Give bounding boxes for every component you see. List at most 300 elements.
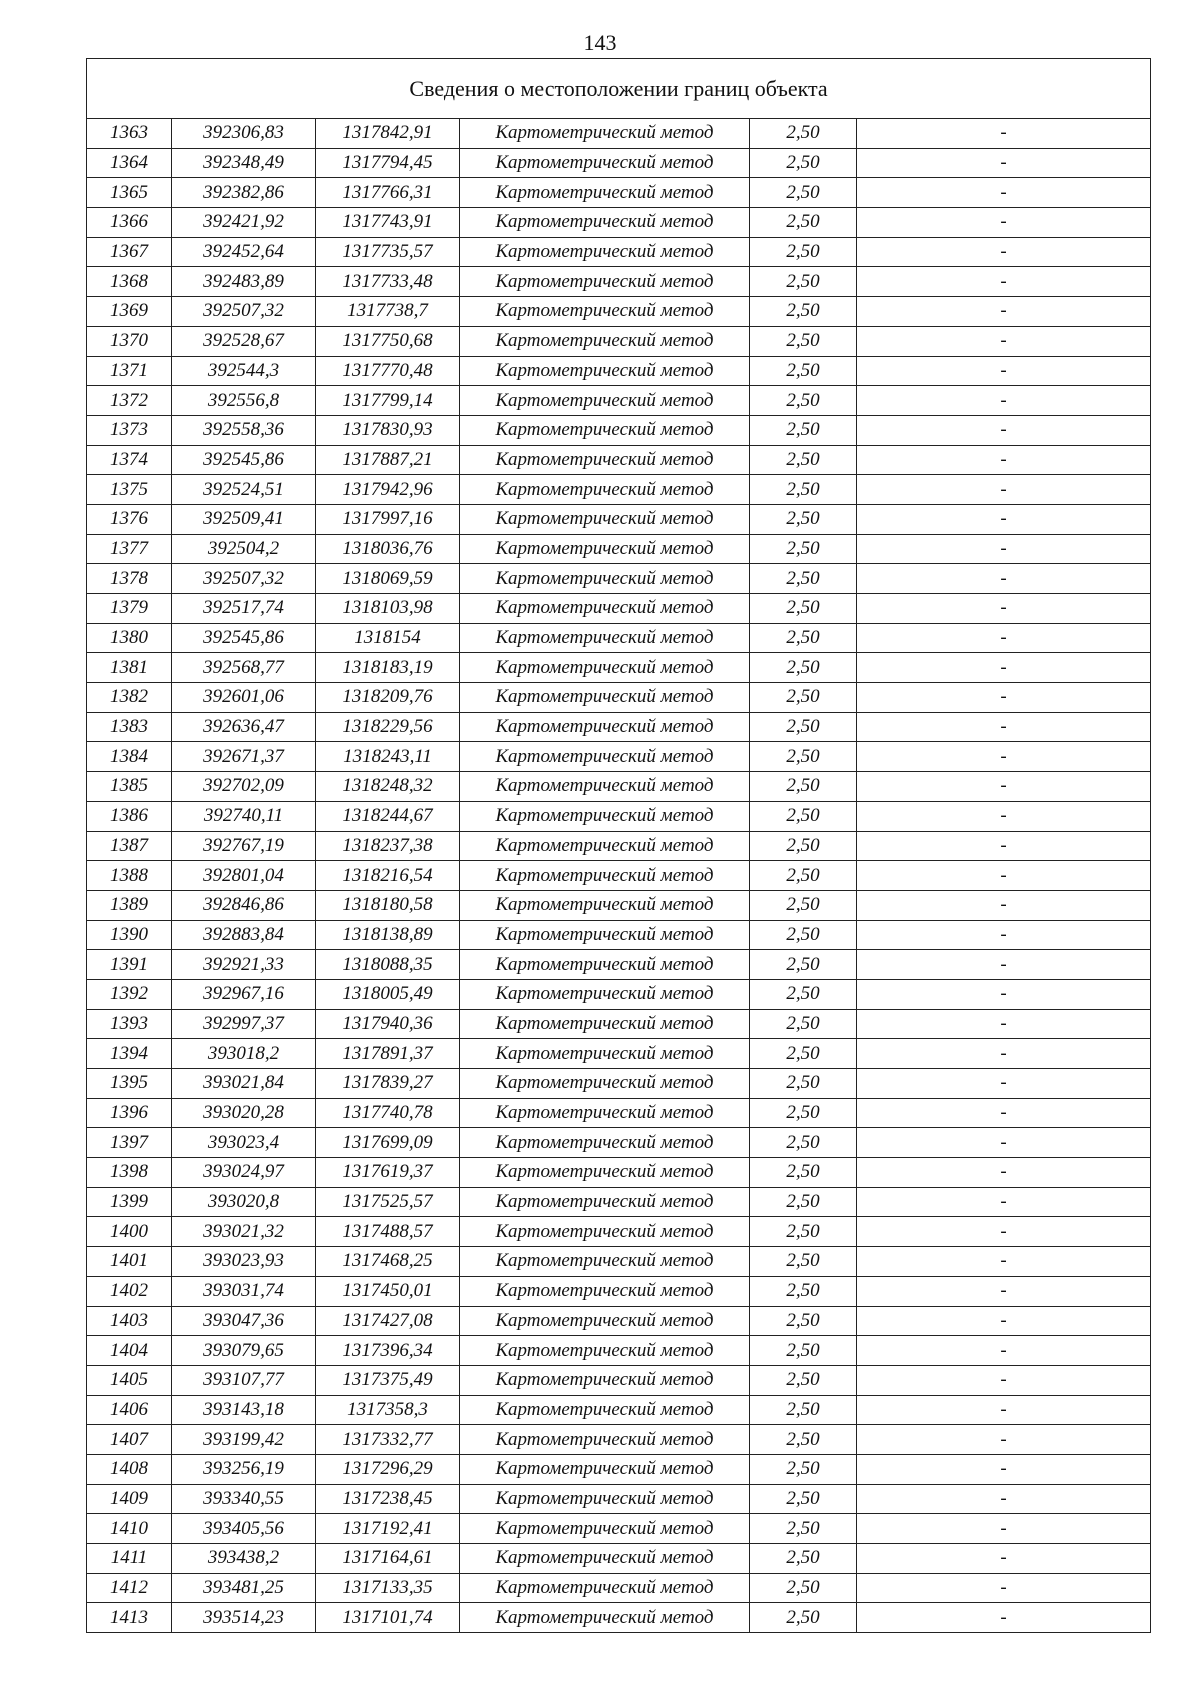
method-cell: Картометрический метод (460, 564, 750, 594)
point-number-cell: 1398 (87, 1158, 172, 1188)
x-coordinate-cell: 392767,19 (172, 831, 316, 861)
y-coordinate-cell: 1318036,76 (316, 534, 460, 564)
description-cell: - (857, 1069, 1151, 1099)
accuracy-cell: 2,50 (750, 1425, 857, 1455)
description-cell: - (857, 1425, 1151, 1455)
y-coordinate-cell: 1317332,77 (316, 1425, 460, 1455)
description-cell: - (857, 237, 1151, 267)
description-cell: - (857, 950, 1151, 980)
description-cell: - (857, 1603, 1151, 1633)
description-cell: - (857, 623, 1151, 653)
accuracy-cell: 2,50 (750, 653, 857, 683)
x-coordinate-cell: 392306,83 (172, 119, 316, 149)
table-row (87, 1484, 1151, 1514)
method-cell: Картометрический метод (460, 801, 750, 831)
y-coordinate-cell: 1318244,67 (316, 801, 460, 831)
method-cell: Картометрический метод (460, 119, 750, 149)
x-coordinate-cell: 393021,32 (172, 1217, 316, 1247)
accuracy-cell: 2,50 (750, 504, 857, 534)
table-row (87, 861, 1151, 891)
y-coordinate-cell: 1318138,89 (316, 920, 460, 950)
y-coordinate-cell: 1317891,37 (316, 1039, 460, 1069)
y-coordinate-cell: 1317830,93 (316, 415, 460, 445)
table-row (87, 1276, 1151, 1306)
accuracy-cell: 2,50 (750, 801, 857, 831)
method-cell: Картометрический метод (460, 297, 750, 327)
table-title-row (87, 59, 1151, 119)
method-cell: Картометрический метод (460, 1514, 750, 1544)
point-number-cell: 1399 (87, 1187, 172, 1217)
description-cell: - (857, 297, 1151, 327)
description-cell: - (857, 594, 1151, 624)
y-coordinate-cell: 1317525,57 (316, 1187, 460, 1217)
description-cell: - (857, 979, 1151, 1009)
x-coordinate-cell: 392524,51 (172, 475, 316, 505)
point-number-cell: 1396 (87, 1098, 172, 1128)
x-coordinate-cell: 393438,2 (172, 1544, 316, 1574)
point-number-cell: 1395 (87, 1069, 172, 1099)
accuracy-cell: 2,50 (750, 1039, 857, 1069)
point-number-cell: 1386 (87, 801, 172, 831)
method-cell: Картометрический метод (460, 1009, 750, 1039)
description-cell: - (857, 534, 1151, 564)
x-coordinate-cell: 392740,11 (172, 801, 316, 831)
description-cell: - (857, 386, 1151, 416)
point-number-cell: 1384 (87, 742, 172, 772)
table-row (87, 772, 1151, 802)
y-coordinate-cell: 1317699,09 (316, 1128, 460, 1158)
accuracy-cell: 2,50 (750, 1603, 857, 1633)
x-coordinate-cell: 392846,86 (172, 890, 316, 920)
accuracy-cell: 2,50 (750, 1009, 857, 1039)
accuracy-cell: 2,50 (750, 445, 857, 475)
accuracy-cell: 2,50 (750, 1336, 857, 1366)
table-row (87, 1395, 1151, 1425)
method-cell: Картометрический метод (460, 861, 750, 891)
method-cell: Картометрический метод (460, 386, 750, 416)
point-number-cell: 1368 (87, 267, 172, 297)
method-cell: Картометрический метод (460, 1365, 750, 1395)
description-cell: - (857, 1365, 1151, 1395)
x-coordinate-cell: 392568,77 (172, 653, 316, 683)
accuracy-cell: 2,50 (750, 1247, 857, 1277)
description-cell: - (857, 445, 1151, 475)
description-cell: - (857, 564, 1151, 594)
table-row (87, 1098, 1151, 1128)
point-number-cell: 1370 (87, 326, 172, 356)
description-cell: - (857, 1247, 1151, 1277)
x-coordinate-cell: 393018,2 (172, 1039, 316, 1069)
table-row (87, 1306, 1151, 1336)
table-body (87, 119, 1151, 1633)
x-coordinate-cell: 392556,8 (172, 386, 316, 416)
point-number-cell: 1408 (87, 1454, 172, 1484)
y-coordinate-cell: 1317743,91 (316, 208, 460, 238)
y-coordinate-cell: 1318088,35 (316, 950, 460, 980)
table-row (87, 623, 1151, 653)
table-row (87, 1217, 1151, 1247)
accuracy-cell: 2,50 (750, 1395, 857, 1425)
table-row (87, 326, 1151, 356)
description-cell: - (857, 801, 1151, 831)
y-coordinate-cell: 1317794,45 (316, 148, 460, 178)
description-cell: - (857, 356, 1151, 386)
point-number-cell: 1409 (87, 1484, 172, 1514)
point-number-cell: 1392 (87, 979, 172, 1009)
x-coordinate-cell: 392382,86 (172, 178, 316, 208)
method-cell: Картометрический метод (460, 1603, 750, 1633)
description-cell: - (857, 1158, 1151, 1188)
method-cell: Картометрический метод (460, 594, 750, 624)
table-row (87, 237, 1151, 267)
table-row (87, 979, 1151, 1009)
x-coordinate-cell: 392507,32 (172, 564, 316, 594)
description-cell: - (857, 890, 1151, 920)
table-row (87, 415, 1151, 445)
method-cell: Картометрический метод (460, 950, 750, 980)
description-cell: - (857, 861, 1151, 891)
table-row (87, 1158, 1151, 1188)
point-number-cell: 1406 (87, 1395, 172, 1425)
y-coordinate-cell: 1317839,27 (316, 1069, 460, 1099)
y-coordinate-cell: 1317488,57 (316, 1217, 460, 1247)
y-coordinate-cell: 1317997,16 (316, 504, 460, 534)
method-cell: Картометрический метод (460, 1544, 750, 1574)
accuracy-cell: 2,50 (750, 1484, 857, 1514)
point-number-cell: 1397 (87, 1128, 172, 1158)
method-cell: Картометрический метод (460, 504, 750, 534)
y-coordinate-cell: 1318243,11 (316, 742, 460, 772)
table-row (87, 208, 1151, 238)
point-number-cell: 1385 (87, 772, 172, 802)
x-coordinate-cell: 392671,37 (172, 742, 316, 772)
accuracy-cell: 2,50 (750, 148, 857, 178)
point-number-cell: 1383 (87, 712, 172, 742)
method-cell: Картометрический метод (460, 1217, 750, 1247)
x-coordinate-cell: 392558,36 (172, 415, 316, 445)
x-coordinate-cell: 393405,56 (172, 1514, 316, 1544)
method-cell: Картометрический метод (460, 1573, 750, 1603)
method-cell: Картометрический метод (460, 1306, 750, 1336)
y-coordinate-cell: 1318069,59 (316, 564, 460, 594)
point-number-cell: 1367 (87, 237, 172, 267)
y-coordinate-cell: 1317238,45 (316, 1484, 460, 1514)
x-coordinate-cell: 393020,8 (172, 1187, 316, 1217)
method-cell: Картометрический метод (460, 237, 750, 267)
y-coordinate-cell: 1318180,58 (316, 890, 460, 920)
accuracy-cell: 2,50 (750, 1128, 857, 1158)
y-coordinate-cell: 1317427,08 (316, 1306, 460, 1336)
description-cell: - (857, 1039, 1151, 1069)
accuracy-cell: 2,50 (750, 475, 857, 505)
point-number-cell: 1391 (87, 950, 172, 980)
point-number-cell: 1381 (87, 653, 172, 683)
method-cell: Картометрический метод (460, 1039, 750, 1069)
method-cell: Картометрический метод (460, 1336, 750, 1366)
method-cell: Картометрический метод (460, 534, 750, 564)
x-coordinate-cell: 392921,33 (172, 950, 316, 980)
x-coordinate-cell: 393340,55 (172, 1484, 316, 1514)
y-coordinate-cell: 1318216,54 (316, 861, 460, 891)
method-cell: Картометрический метод (460, 1484, 750, 1514)
method-cell: Картометрический метод (460, 208, 750, 238)
table-row (87, 1425, 1151, 1455)
method-cell: Картометрический метод (460, 920, 750, 950)
accuracy-cell: 2,50 (750, 920, 857, 950)
method-cell: Картометрический метод (460, 475, 750, 505)
y-coordinate-cell: 1318103,98 (316, 594, 460, 624)
table-row (87, 386, 1151, 416)
table-row (87, 1544, 1151, 1574)
accuracy-cell: 2,50 (750, 683, 857, 713)
point-number-cell: 1365 (87, 178, 172, 208)
point-number-cell: 1388 (87, 861, 172, 891)
description-cell: - (857, 1217, 1151, 1247)
table-title: Сведения о местоположении границ объекта (87, 59, 1151, 119)
point-number-cell: 1373 (87, 415, 172, 445)
point-number-cell: 1413 (87, 1603, 172, 1633)
point-number-cell: 1377 (87, 534, 172, 564)
point-number-cell: 1403 (87, 1306, 172, 1336)
accuracy-cell: 2,50 (750, 742, 857, 772)
y-coordinate-cell: 1317296,29 (316, 1454, 460, 1484)
point-number-cell: 1372 (87, 386, 172, 416)
x-coordinate-cell: 393023,93 (172, 1247, 316, 1277)
accuracy-cell: 2,50 (750, 386, 857, 416)
method-cell: Картометрический метод (460, 1098, 750, 1128)
accuracy-cell: 2,50 (750, 1514, 857, 1544)
accuracy-cell: 2,50 (750, 1454, 857, 1484)
description-cell: - (857, 1098, 1151, 1128)
x-coordinate-cell: 393199,42 (172, 1425, 316, 1455)
y-coordinate-cell: 1317164,61 (316, 1544, 460, 1574)
description-cell: - (857, 1187, 1151, 1217)
x-coordinate-cell: 392517,74 (172, 594, 316, 624)
method-cell: Картометрический метод (460, 1276, 750, 1306)
accuracy-cell: 2,50 (750, 1276, 857, 1306)
y-coordinate-cell: 1317770,48 (316, 356, 460, 386)
point-number-cell: 1411 (87, 1544, 172, 1574)
x-coordinate-cell: 392421,92 (172, 208, 316, 238)
accuracy-cell: 2,50 (750, 1187, 857, 1217)
point-number-cell: 1389 (87, 890, 172, 920)
x-coordinate-cell: 393031,74 (172, 1276, 316, 1306)
accuracy-cell: 2,50 (750, 119, 857, 149)
table-row (87, 950, 1151, 980)
method-cell: Картометрический метод (460, 1128, 750, 1158)
y-coordinate-cell: 1317619,37 (316, 1158, 460, 1188)
y-coordinate-cell: 1317842,91 (316, 119, 460, 149)
table-row (87, 475, 1151, 505)
x-coordinate-cell: 393020,28 (172, 1098, 316, 1128)
accuracy-cell: 2,50 (750, 1544, 857, 1574)
point-number-cell: 1387 (87, 831, 172, 861)
description-cell: - (857, 1544, 1151, 1574)
x-coordinate-cell: 392483,89 (172, 267, 316, 297)
description-cell: - (857, 326, 1151, 356)
description-cell: - (857, 683, 1151, 713)
method-cell: Картометрический метод (460, 356, 750, 386)
accuracy-cell: 2,50 (750, 564, 857, 594)
accuracy-cell: 2,50 (750, 950, 857, 980)
point-number-cell: 1379 (87, 594, 172, 624)
table-row (87, 712, 1151, 742)
accuracy-cell: 2,50 (750, 831, 857, 861)
description-cell: - (857, 1336, 1151, 1366)
y-coordinate-cell: 1317375,49 (316, 1365, 460, 1395)
accuracy-cell: 2,50 (750, 1306, 857, 1336)
x-coordinate-cell: 392545,86 (172, 623, 316, 653)
table-row (87, 1514, 1151, 1544)
y-coordinate-cell: 1317942,96 (316, 475, 460, 505)
x-coordinate-cell: 392883,84 (172, 920, 316, 950)
table-row (87, 683, 1151, 713)
method-cell: Картометрический метод (460, 653, 750, 683)
table-row (87, 148, 1151, 178)
y-coordinate-cell: 1317799,14 (316, 386, 460, 416)
table-row (87, 445, 1151, 475)
accuracy-cell: 2,50 (750, 979, 857, 1009)
point-number-cell: 1402 (87, 1276, 172, 1306)
point-number-cell: 1380 (87, 623, 172, 653)
y-coordinate-cell: 1318005,49 (316, 979, 460, 1009)
table-row (87, 1365, 1151, 1395)
y-coordinate-cell: 1317735,57 (316, 237, 460, 267)
description-cell: - (857, 831, 1151, 861)
method-cell: Картометрический метод (460, 1187, 750, 1217)
description-cell: - (857, 742, 1151, 772)
accuracy-cell: 2,50 (750, 297, 857, 327)
method-cell: Картометрический метод (460, 1247, 750, 1277)
point-number-cell: 1378 (87, 564, 172, 594)
x-coordinate-cell: 392545,86 (172, 445, 316, 475)
table-row (87, 297, 1151, 327)
y-coordinate-cell: 1317133,35 (316, 1573, 460, 1603)
accuracy-cell: 2,50 (750, 415, 857, 445)
description-cell: - (857, 208, 1151, 238)
method-cell: Картометрический метод (460, 1069, 750, 1099)
method-cell: Картометрический метод (460, 148, 750, 178)
description-cell: - (857, 148, 1151, 178)
accuracy-cell: 2,50 (750, 326, 857, 356)
y-coordinate-cell: 1318248,32 (316, 772, 460, 802)
table-row (87, 920, 1151, 950)
y-coordinate-cell: 1317733,48 (316, 267, 460, 297)
table-row (87, 801, 1151, 831)
accuracy-cell: 2,50 (750, 267, 857, 297)
y-coordinate-cell: 1317887,21 (316, 445, 460, 475)
description-cell: - (857, 267, 1151, 297)
y-coordinate-cell: 1317738,7 (316, 297, 460, 327)
x-coordinate-cell: 392452,64 (172, 237, 316, 267)
point-number-cell: 1371 (87, 356, 172, 386)
table-row (87, 1009, 1151, 1039)
x-coordinate-cell: 392544,3 (172, 356, 316, 386)
accuracy-cell: 2,50 (750, 1158, 857, 1188)
method-cell: Картометрический метод (460, 178, 750, 208)
description-cell: - (857, 1454, 1151, 1484)
point-number-cell: 1390 (87, 920, 172, 950)
accuracy-cell: 2,50 (750, 356, 857, 386)
point-number-cell: 1374 (87, 445, 172, 475)
x-coordinate-cell: 393023,4 (172, 1128, 316, 1158)
x-coordinate-cell: 392507,32 (172, 297, 316, 327)
description-cell: - (857, 1306, 1151, 1336)
table-row (87, 1336, 1151, 1366)
y-coordinate-cell: 1317750,68 (316, 326, 460, 356)
table-row (87, 1454, 1151, 1484)
x-coordinate-cell: 393514,23 (172, 1603, 316, 1633)
table-row (87, 1069, 1151, 1099)
x-coordinate-cell: 393047,36 (172, 1306, 316, 1336)
description-cell: - (857, 772, 1151, 802)
accuracy-cell: 2,50 (750, 1098, 857, 1128)
y-coordinate-cell: 1317396,34 (316, 1336, 460, 1366)
table-row (87, 356, 1151, 386)
table-row (87, 119, 1151, 149)
table-row (87, 1573, 1151, 1603)
method-cell: Картометрический метод (460, 445, 750, 475)
point-number-cell: 1363 (87, 119, 172, 149)
table-row (87, 1247, 1151, 1277)
description-cell: - (857, 504, 1151, 534)
accuracy-cell: 2,50 (750, 890, 857, 920)
description-cell: - (857, 1128, 1151, 1158)
description-cell: - (857, 1514, 1151, 1544)
x-coordinate-cell: 392702,09 (172, 772, 316, 802)
x-coordinate-cell: 392967,16 (172, 979, 316, 1009)
table-row (87, 890, 1151, 920)
x-coordinate-cell: 392509,41 (172, 504, 316, 534)
accuracy-cell: 2,50 (750, 237, 857, 267)
description-cell: - (857, 178, 1151, 208)
point-number-cell: 1376 (87, 504, 172, 534)
description-cell: - (857, 920, 1151, 950)
table-row (87, 594, 1151, 624)
x-coordinate-cell: 393143,18 (172, 1395, 316, 1425)
description-cell: - (857, 1573, 1151, 1603)
method-cell: Картометрический метод (460, 267, 750, 297)
x-coordinate-cell: 392601,06 (172, 683, 316, 713)
table-row (87, 742, 1151, 772)
point-number-cell: 1412 (87, 1573, 172, 1603)
description-cell: - (857, 1009, 1151, 1039)
point-number-cell: 1405 (87, 1365, 172, 1395)
accuracy-cell: 2,50 (750, 623, 857, 653)
table-row (87, 1187, 1151, 1217)
table-row (87, 534, 1151, 564)
y-coordinate-cell: 1318183,19 (316, 653, 460, 683)
description-cell: - (857, 1484, 1151, 1514)
description-cell: - (857, 475, 1151, 505)
accuracy-cell: 2,50 (750, 534, 857, 564)
y-coordinate-cell: 1318229,56 (316, 712, 460, 742)
description-cell: - (857, 1395, 1151, 1425)
boundary-coordinates-table (86, 58, 1151, 1633)
x-coordinate-cell: 392504,2 (172, 534, 316, 564)
table-row (87, 504, 1151, 534)
x-coordinate-cell: 392636,47 (172, 712, 316, 742)
description-cell: - (857, 1276, 1151, 1306)
x-coordinate-cell: 393024,97 (172, 1158, 316, 1188)
method-cell: Картометрический метод (460, 831, 750, 861)
description-cell: - (857, 119, 1151, 149)
x-coordinate-cell: 392801,04 (172, 861, 316, 891)
y-coordinate-cell: 1317358,3 (316, 1395, 460, 1425)
x-coordinate-cell: 393256,19 (172, 1454, 316, 1484)
table-row (87, 653, 1151, 683)
accuracy-cell: 2,50 (750, 178, 857, 208)
